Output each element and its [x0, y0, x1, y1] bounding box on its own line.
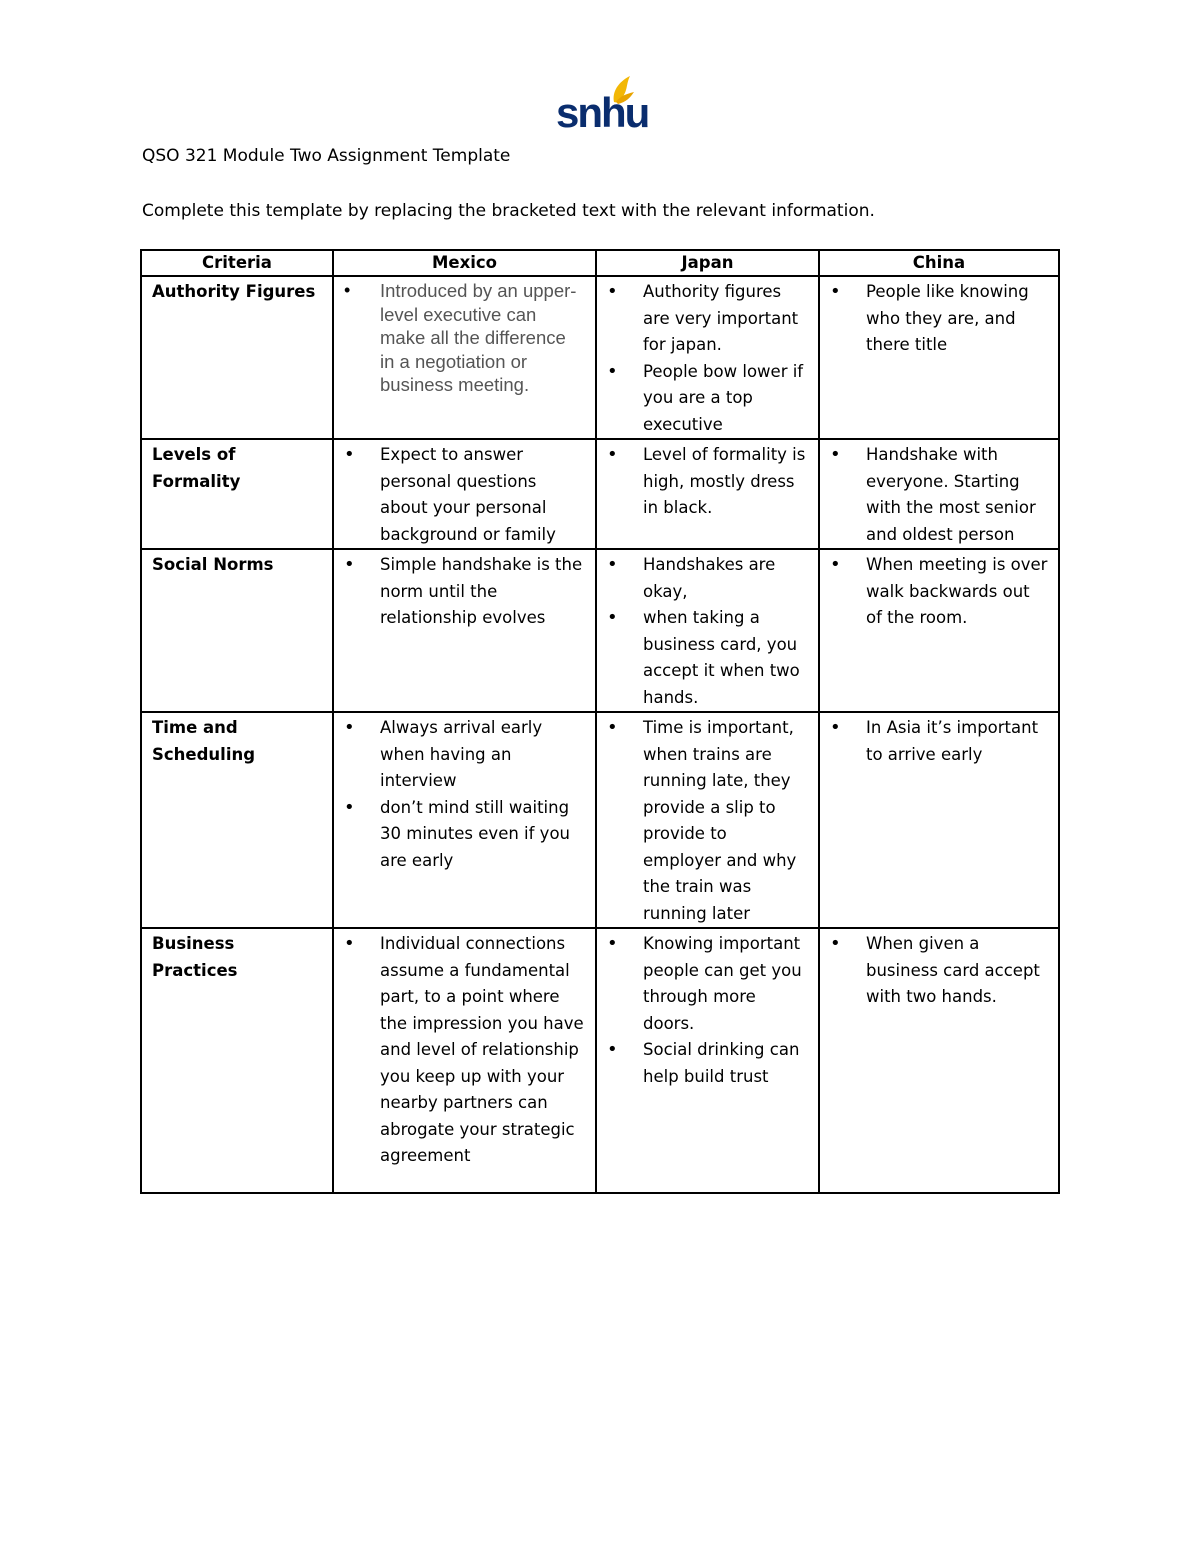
criteria-cell: Business Practices [141, 928, 333, 1193]
snhu-logo [556, 72, 649, 136]
japan-cell [596, 549, 819, 712]
table-row [141, 549, 1059, 712]
bullet-item: • When given a business card accept with two hands. [830, 931, 1048, 1011]
table-row [141, 928, 1059, 1193]
japan-cell [596, 276, 819, 439]
header-criteria: Criteria [141, 250, 333, 276]
bullet-item: • Time is important, when trains are running late, they provide a slip to provide to employer and why the train was running later [607, 715, 808, 927]
table-row [141, 712, 1059, 928]
china-cell [819, 712, 1059, 928]
bullet-item: • People like knowing who they are, and there title [830, 279, 1048, 359]
bullet-item: • In Asia it’s important to arrive early [830, 715, 1048, 768]
japan-cell [596, 712, 819, 928]
document-title: QSO 321 Module Two Assignment Template [142, 146, 511, 166]
logo-wordmark: snhu [556, 89, 649, 136]
bullet-item: • Always arrival early when having an interview [344, 715, 585, 795]
bullet-item: • Authority figures are very important for japan. [607, 279, 808, 359]
table-row [141, 439, 1059, 549]
mexico-cell [333, 549, 596, 712]
header-japan: Japan [596, 250, 819, 276]
header-china: China [819, 250, 1059, 276]
header-mexico: Mexico [333, 250, 596, 276]
criteria-cell: Social Norms [141, 549, 333, 712]
bullet-item: • don’t mind still waiting 30 minutes even if you are early [344, 795, 585, 875]
mexico-cell [333, 439, 596, 549]
japan-cell [596, 928, 819, 1193]
china-cell [819, 928, 1059, 1193]
bullet-item: • People bow lower if you are a top executive [607, 359, 808, 439]
bullet-item: • when taking a business card, you accept it when two hands. [607, 605, 808, 711]
instructions-text: Complete this template by replacing the bracketed text with the relevant information. [142, 201, 875, 221]
bullet-item: • Social drinking can help build trust [607, 1037, 808, 1090]
mexico-cell [333, 276, 596, 439]
mexico-cell [333, 712, 596, 928]
comparison-table [140, 249, 1060, 1194]
criteria-cell: Time and Scheduling [141, 712, 333, 928]
bullet-item: • When meeting is over walk backwards out of the room. [830, 552, 1048, 632]
criteria-cell: Authority Figures [141, 276, 333, 439]
bullet-item: • Simple handshake is the norm until the relationship evolves [344, 552, 585, 632]
mexico-cell [333, 928, 596, 1193]
bullet-item: • Individual connections assume a fundamental part, to a point where the impression you have and level of relationship you keep up with your nearby partners can abrogate your strategic agreement [344, 931, 585, 1170]
bullet-item: • Introduced by an upper-level executive can make all the difference in a negotiation or business meeting. [344, 279, 585, 397]
table-row [141, 276, 1059, 439]
bullet-item: • Knowing important people can get you through more doors. [607, 931, 808, 1037]
table-header-row [141, 250, 1059, 276]
bullet-item: • Level of formality is high, mostly dress in black. [607, 442, 808, 522]
china-cell [819, 276, 1059, 439]
china-cell [819, 549, 1059, 712]
bullet-item: • Handshakes are okay, [607, 552, 808, 605]
china-cell [819, 439, 1059, 549]
bullet-item: • Expect to answer personal questions about your personal background or family [344, 442, 585, 548]
japan-cell [596, 439, 819, 549]
bullet-item: • Handshake with everyone. Starting with the most senior and oldest person [830, 442, 1048, 548]
criteria-cell: Levels of Formality [141, 439, 333, 549]
